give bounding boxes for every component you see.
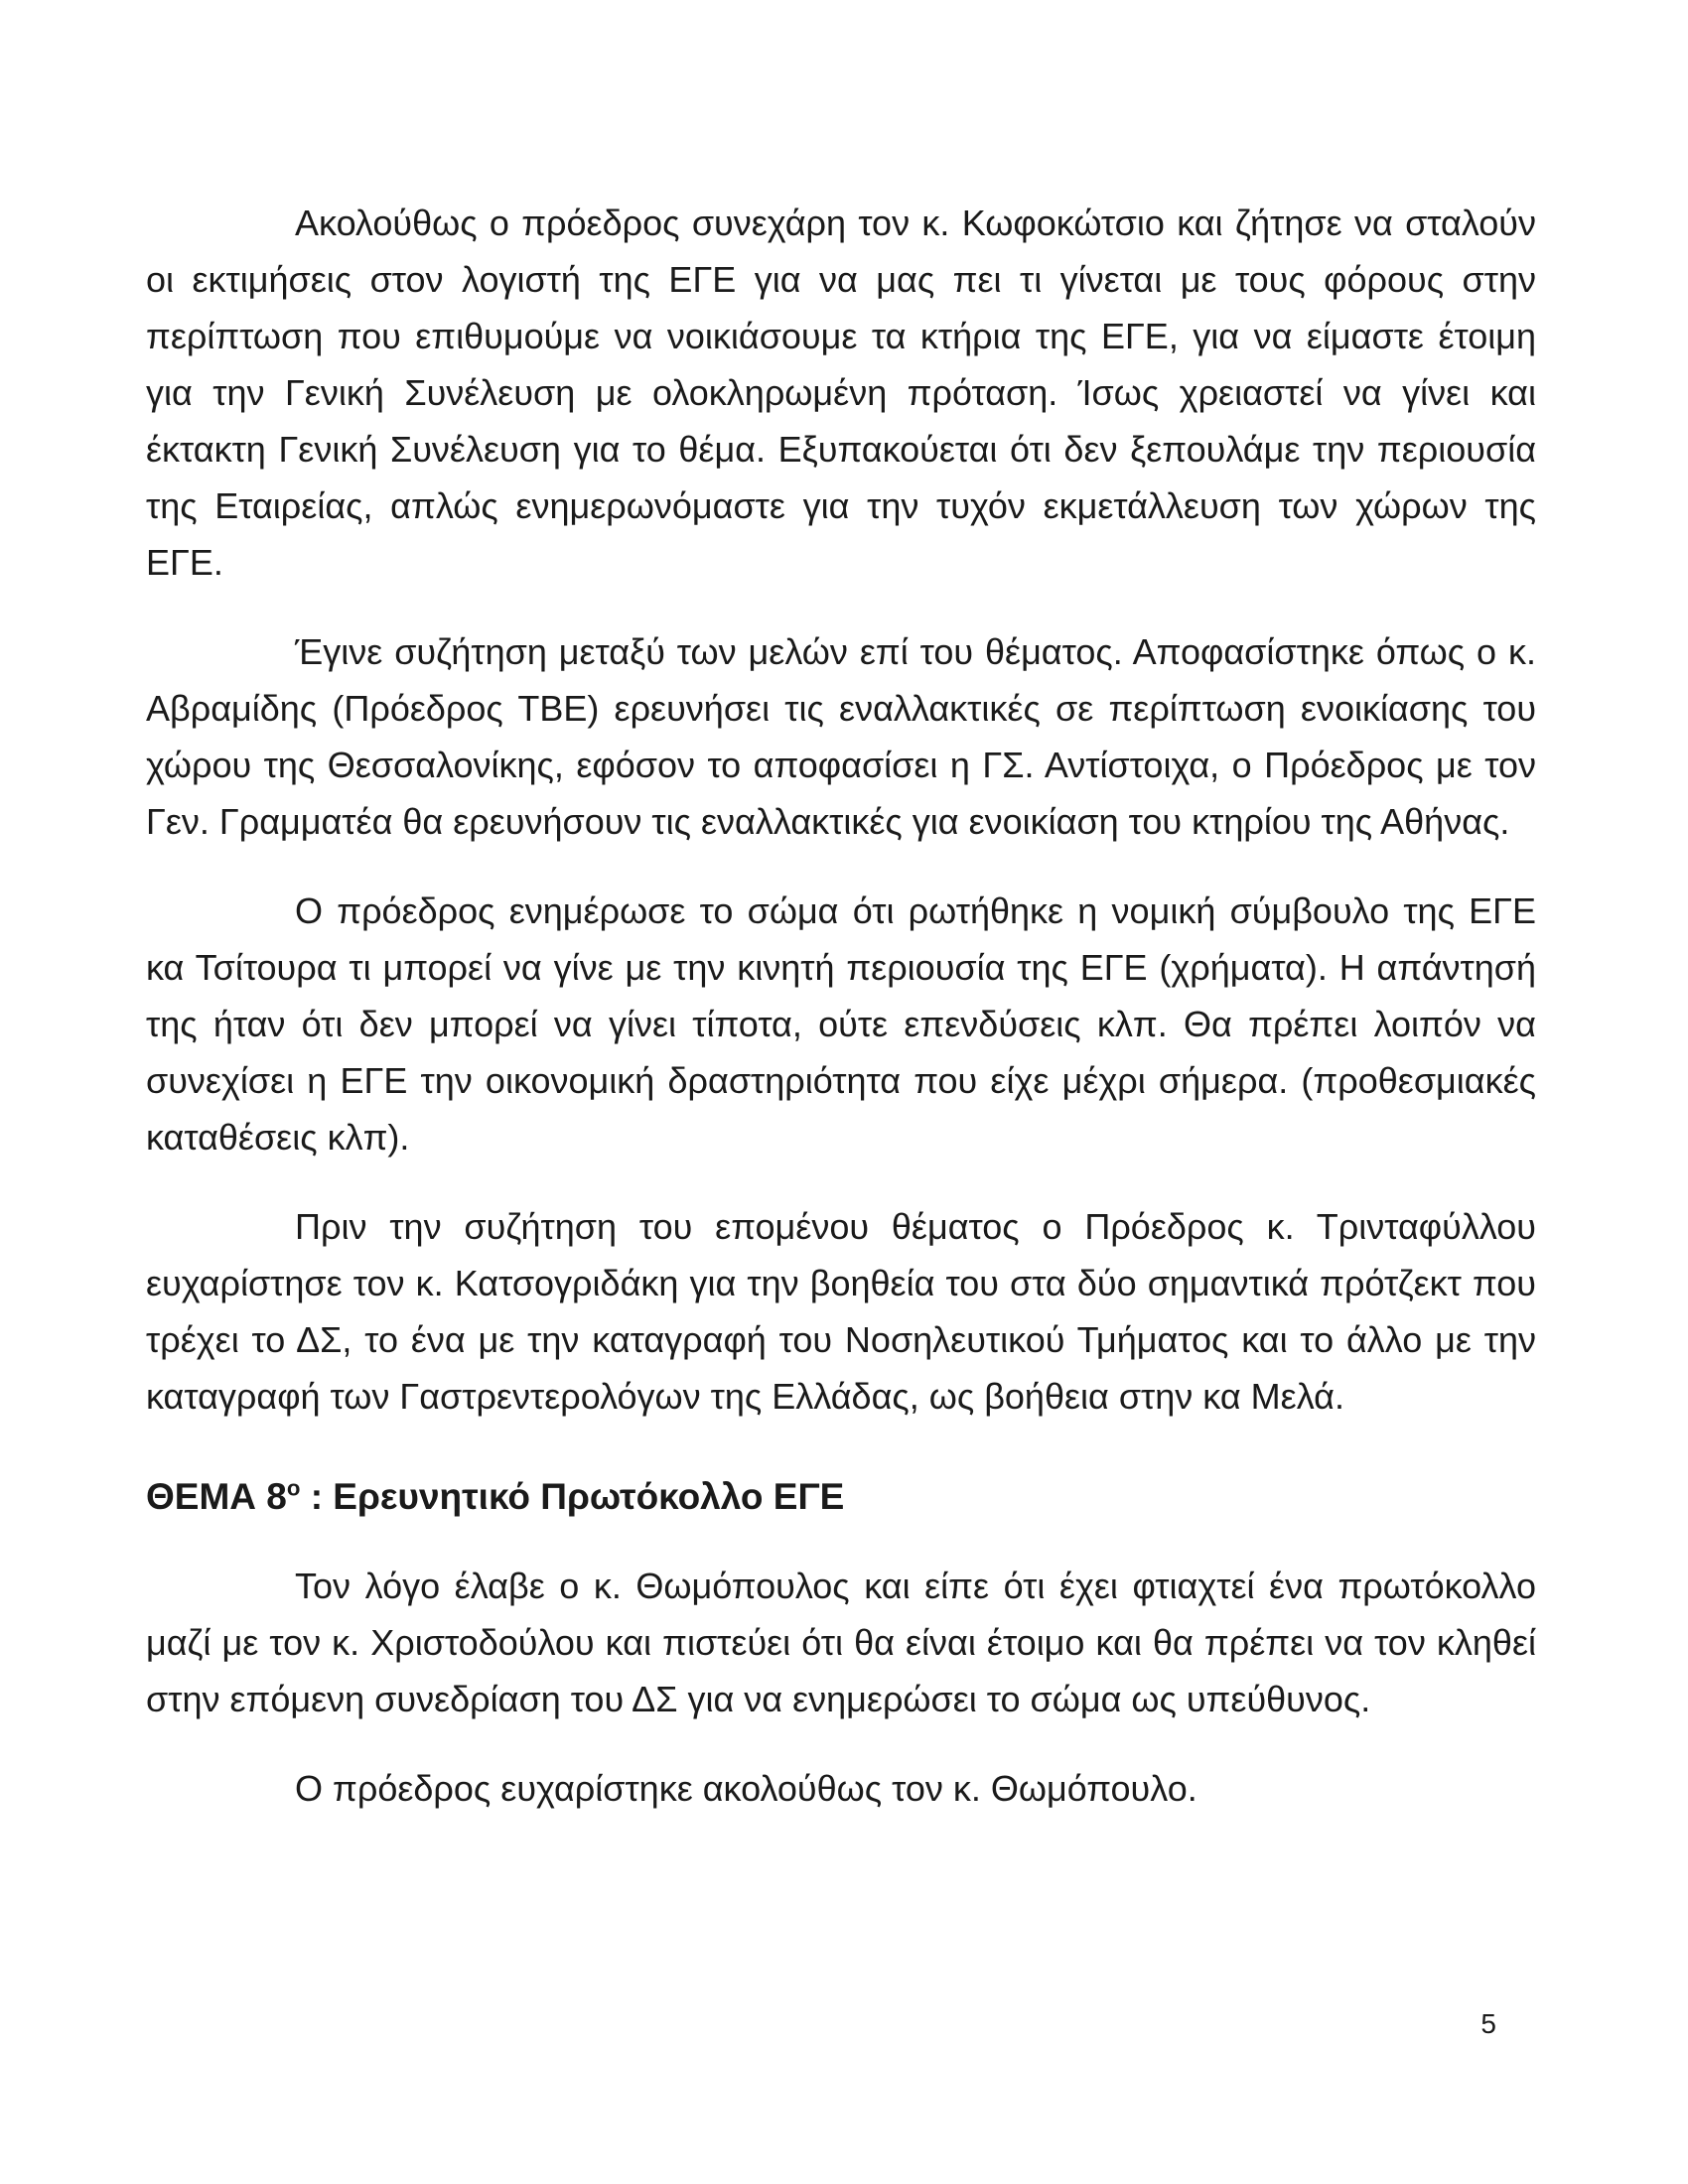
paragraph: Πριν την συζήτηση του επομένου θέματος ο Πρόεδρος κ. Τρινταφύλλου ευχαρίστησε τον κ. Κατσογριδάκη για την βοηθεία του στα δύο σημαντικά πρότζεκτ που τρέχει το ΔΣ, το ένα με την καταγραφή του Νοσηλευτικού Τμήματος και το άλλο με την καταγραφή των Γαστρεντερολόγων της Ελλάδας, ως βοήθεια στην κα Μελά. xyxy=(146,1206,1536,1417)
paragraph: Ο πρόεδρος ενημέρωσε το σώμα ότι ρωτήθηκε η νομική σύμβουλο της ΕΓΕ κα Τσίτουρα τι μπορεί να γίνε με την κινητή περιουσία της ΕΓΕ (χρήματα). Η απάντησή της ήταν ότι δεν μπορεί να γίνει τίποτα, ούτε επενδύσεις κλπ. Θα πρέπει λοιπόν να συνεχίσει η ΕΓΕ την οικονομική δραστηριότητα που είχε μέχρι σήμερα. (προθεσμιακές καταθέσεις κλπ). xyxy=(146,890,1536,1158)
paragraph: Τον λόγο έλαβε ο κ. Θωμόπουλος και είπε ότι έχει φτιαχτεί ένα πρωτόκολλο μαζί με τον κ. Χριστοδούλου και πιστεύει ότι θα είναι έτοιμο και θα πρέπει να τον κληθεί στην επόμενη συνεδρίαση του ΔΣ για να ενημερώσει το σώμα ως υπεύθυνος. xyxy=(146,1566,1536,1719)
page-number: 5 xyxy=(1480,2008,1496,2039)
paragraph: Ακολούθως ο πρόεδρος συνεχάρη τον κ. Κωφοκώτσιο και ζήτησε να σταλούν οι εκτιμήσεις στον λογιστή της ΕΓΕ για να μας πει τι γίνεται με τους φόρους στην περίπτωση που επιθυμούμε να νοικιάσουμε τα κτήρια της ΕΓΕ, για να είμαστε έτοιμη για την Γενική Συνέλευση με ολοκληρωμένη πρόταση. Ίσως χρειαστεί να γίνει και έκτακτη Γενική Συνέλευση για το θέμα. Εξυπακούεται ότι δεν ξεπουλάμε την περιουσία της Εταιρείας, απλώς ενημερωνόμαστε για την τυχόν εκμετάλλευση των χώρων της ΕΓΕ. xyxy=(146,203,1536,583)
document-body xyxy=(146,195,1536,1849)
section-heading xyxy=(146,1468,1536,1525)
paragraph: Έγινε συζήτηση μεταξύ των μελών επί του θέματος. Αποφασίστηκε όπως ο κ. Αβραμίδης (Πρόεδρος ΤΒΕ) ερευνήσει τις εναλλακτικές σε περίπτωση ενοικίασης του χώρου της Θεσσαλονίκης, εφόσον το αποφασίσει η ΓΣ. Αντίστοιχα, ο Πρόεδρος με τον Γεν. Γραμματέα θα ερευνήσουν τις εναλλακτικές για ενοικίαση του κτηρίου της Αθήνας. xyxy=(146,631,1536,842)
paragraph: Ο πρόεδρος ευχαρίστηκε ακολούθως τον κ. Θωμόπουλο. xyxy=(295,1768,1197,1809)
section-heading-superscript: ο xyxy=(286,1475,301,1501)
section-heading-suffix: : Ερευνητικό Πρωτόκολλο ΕΓΕ xyxy=(300,1476,845,1517)
section-heading-prefix: ΘΕΜΑ 8 xyxy=(146,1476,287,1517)
